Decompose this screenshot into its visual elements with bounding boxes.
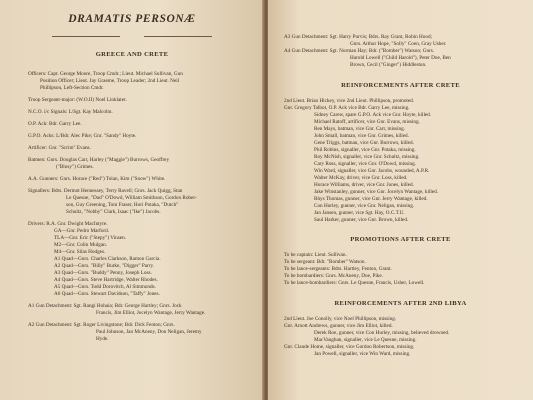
right-line: Brown, Cecil ("Ginger") Hiddleston. [350, 62, 427, 68]
right-line: Jake Winstanley, gunner, vice Gnr. Jocelyn Wantage, killed. [314, 189, 438, 195]
left-line: G.P.O. Acks: L/Bdr. Alec Pike; Gnr. "Sandy" Hoyte. [28, 133, 137, 139]
left-line: A1 Quad—Gnrs. Charles Clarkson, Ramon Garcia. [54, 256, 161, 262]
right-line: Horace Williams, driver, vice Gnr. Jones, killed. [314, 182, 414, 188]
right-line: Phil Robins, signaller, vice Gnr. Potaka, missing. [314, 147, 416, 153]
greece-crete-heading: GREECE AND CRETE [95, 51, 169, 58]
right-line: Win Ward, signaller, vice Gnr. Jacobs, wounded, A.P.R. [314, 168, 430, 174]
right-line: Ren Mays, batman, vice Gnr. Carr, missing. [314, 126, 405, 132]
right-line: Roy McNish, signaller, vice Gnr. Schultz, missing. [314, 154, 420, 160]
right-line: 2nd Lieut. Joe Conolly, vice Noel Phillipson, missing. [284, 316, 397, 322]
right-line: Gnr. Arnott Andrews, gunner, vice Jim Elliot, killed. [284, 323, 393, 329]
left-line: A3 Quad—Gnrs. "Buddy" Penny, Joseph Loss. [54, 270, 152, 276]
promotions-after-crete-heading: PROMOTIONS AFTER CRETE [350, 236, 451, 243]
left-line: A.A. Gunners: Gnrs. Horace ("Red") Tolan, Kim ("Snow") White. [28, 176, 166, 182]
left-line: M2—Gnr. Colin Mulgan. [54, 242, 108, 248]
right-line: Con Hurley, gunner, vice Gnr. Neligan, missing. [314, 203, 415, 209]
left-line: Le Quesne, "Dad" O'Dowd, William Smithson, Gordon Rober- [66, 195, 197, 201]
left-line: A2 Quad—Gnrs. "Billy" Burke, "Digger" Parry. [54, 263, 155, 269]
left-line: N.C.O. i/c Signals: L/Sgt. Kay Malcolm. [28, 109, 113, 115]
right-line: MacVaughan, signaller, vice Le Quesne, missing. [314, 337, 417, 343]
left-line: Signallers: Bdrs. Dermot Hennessey, Terry Ravell; Gnrs. Jack Quigg, Stan [28, 188, 183, 194]
left-line: son, Guy Greening, Tom Fraser, Hori Potaka, "Dutch" [66, 202, 179, 208]
left-line: Paul Johnson, Jan McAneny, Don Neligan, Jeremy [96, 329, 202, 335]
right-line: Sidney Carew, spare G.P.O. Ack vice Gnr. Hoyte, killed. [314, 112, 432, 118]
right-line: Gene Triggs, batman, vice Gnr. Burrows, killed. [314, 140, 414, 146]
right-line: Gnr. Claude Home, signaller, vice Gordon Robertson, missing. [284, 344, 415, 350]
reinforcements-after-crete-heading: REINFORCEMENTS AFTER CRETE [341, 82, 460, 89]
right-line: To be bombardiers: Gnrs. McAneny, Doe, Pike. [284, 273, 383, 279]
right-line: Rhys Thomas, gunner, vice Gnr. Jerry Wantage, killed. [314, 196, 428, 202]
left-line: Batmen: Gnrs. Douglas Carr, Harley ("Maggie") Burrows, Geoffrey [28, 157, 170, 163]
left-line: Position Officer; Lieut. Jay Graeme, Troop Leader; 2nd Lieut. Neil [40, 78, 180, 84]
left-line: Artificer: Gnr. "Scrim" Evans. [28, 145, 91, 151]
right-line: Jan Jansen, gunner, vice Sgt. Hay, O.C.T.U. [314, 210, 405, 216]
left-line: Schultz, "Nobby" Clark, Isaac ("Ike") Jacobs. [66, 209, 161, 215]
left-line: A2 Gun Detachment: Sgt. Roger Livingstone; Bdr. Dick Fenton; Gnrs. [28, 322, 175, 328]
right-line: Cary Ross, signaller, vice Gnr. O'Dowd, missing. [314, 161, 417, 167]
right-line: John Small, batman, vice Gnr. Grimes, killed. [314, 133, 409, 139]
right-line: Derek Roe, gunner, vice Con Hurley, missing, believed drowned. [314, 330, 450, 336]
left-line: Troop Sergeant-major: (W.O.II) Noel Linklater. [28, 97, 127, 103]
left-page [0, 0, 264, 400]
left-line: ("Blosy") Grimes. [56, 164, 94, 170]
right-line: Walter McKay, driver, vice Gnr. Loss, killed. [314, 175, 408, 181]
right-line: To be sergeant: Bdr. "Bomber" Watson. [284, 259, 366, 265]
left-line: M4—Gnr. Silas Hodges. [54, 249, 106, 255]
right-line: Gnr. Gregory Talbot, O.P. Ack vice Bdr. Garry Lee, missing. [284, 105, 410, 111]
left-line: Hyde. [96, 336, 109, 342]
right-line: To be lance-sergeants: Bdrs. Hartley, Fenton, Grant. [284, 266, 392, 272]
right-line: Saul Harker, gunner, vice Gnr. Brown, killed. [314, 217, 409, 223]
left-line: A5 Quad—Gnrs. Todd Dorovitch, Al Simmonds. [54, 284, 156, 290]
right-line: Michael Ratoff, artificer, vice Gnr. Evans, missing. [314, 119, 420, 125]
right-line: To be captain: Lieut. Sullivan. [284, 252, 347, 258]
left-line: Officers: Capt. George Moore, Troop Cmdr.; Lieut. Michael Sullivan, Gun [28, 71, 183, 77]
right-page [268, 0, 533, 400]
right-line: To be lance-bombardiers: Gnrs. Le Quesne, Francis, Usher, Lowell. [284, 280, 425, 286]
page-title: DRAMATIS PERSONÆ [68, 13, 196, 25]
left-line: A4 Quad—Gnrs. Steve Hartridge, Walter Rhodes. [54, 277, 158, 283]
left-line: TLA—Gnr. Eric ("Stepy") Vinsen. [54, 235, 126, 241]
right-line: A3 Gun Detachment: Sgt. Harry Purvis; Bdrs. Ray Grant, Robin Hood; [284, 34, 432, 40]
right-line: Gnrs. Arthur Hope, "Solly" Coen, Gray Usher. [350, 41, 447, 47]
left-line: A6 Quad—Gnrs. Stewart Davidson, "Taffy" Jones. [54, 291, 160, 297]
right-line: Jan Powell, signaller, vice Win Ward, missing. [314, 351, 411, 357]
left-line: Phillipson, Left-Section Cmdr. [40, 85, 104, 91]
left-line: GA—Gnr. Pedro Marford. [54, 228, 110, 234]
left-line: O.P. Ack: Bdr. Garry Lee. [28, 121, 82, 127]
left-line: Francis, Jim Elliot, Jocelyn Wantage, Jerry Wantage. [96, 310, 206, 316]
right-line: Harold Lowell ("Child Harold"), Peter Doe, Ben [350, 55, 451, 61]
left-line: A1 Gun Detachment: Sgt. Rangi Hohaia; Bdr. George Hartley; Gnrs. Jock [28, 303, 182, 309]
title-rule-left [52, 36, 120, 37]
left-line: Drivers: R.A. Gnr. Dwight MacIntyre. [28, 221, 108, 227]
right-line: A4 Gun Detachment: Sgt. Norman Hay; Bdr. ("Bomber") Watson; Gnrs. [284, 48, 435, 54]
reinforcements-after-2nd-libya-heading: REINFORCEMENTS AFTER 2ND LIBYA [334, 300, 467, 307]
right-line: 2nd Lieut. Brian Hickey, vice 2nd Lieut. Phillipson, promoted. [284, 98, 415, 104]
title-rule-right [144, 36, 212, 37]
